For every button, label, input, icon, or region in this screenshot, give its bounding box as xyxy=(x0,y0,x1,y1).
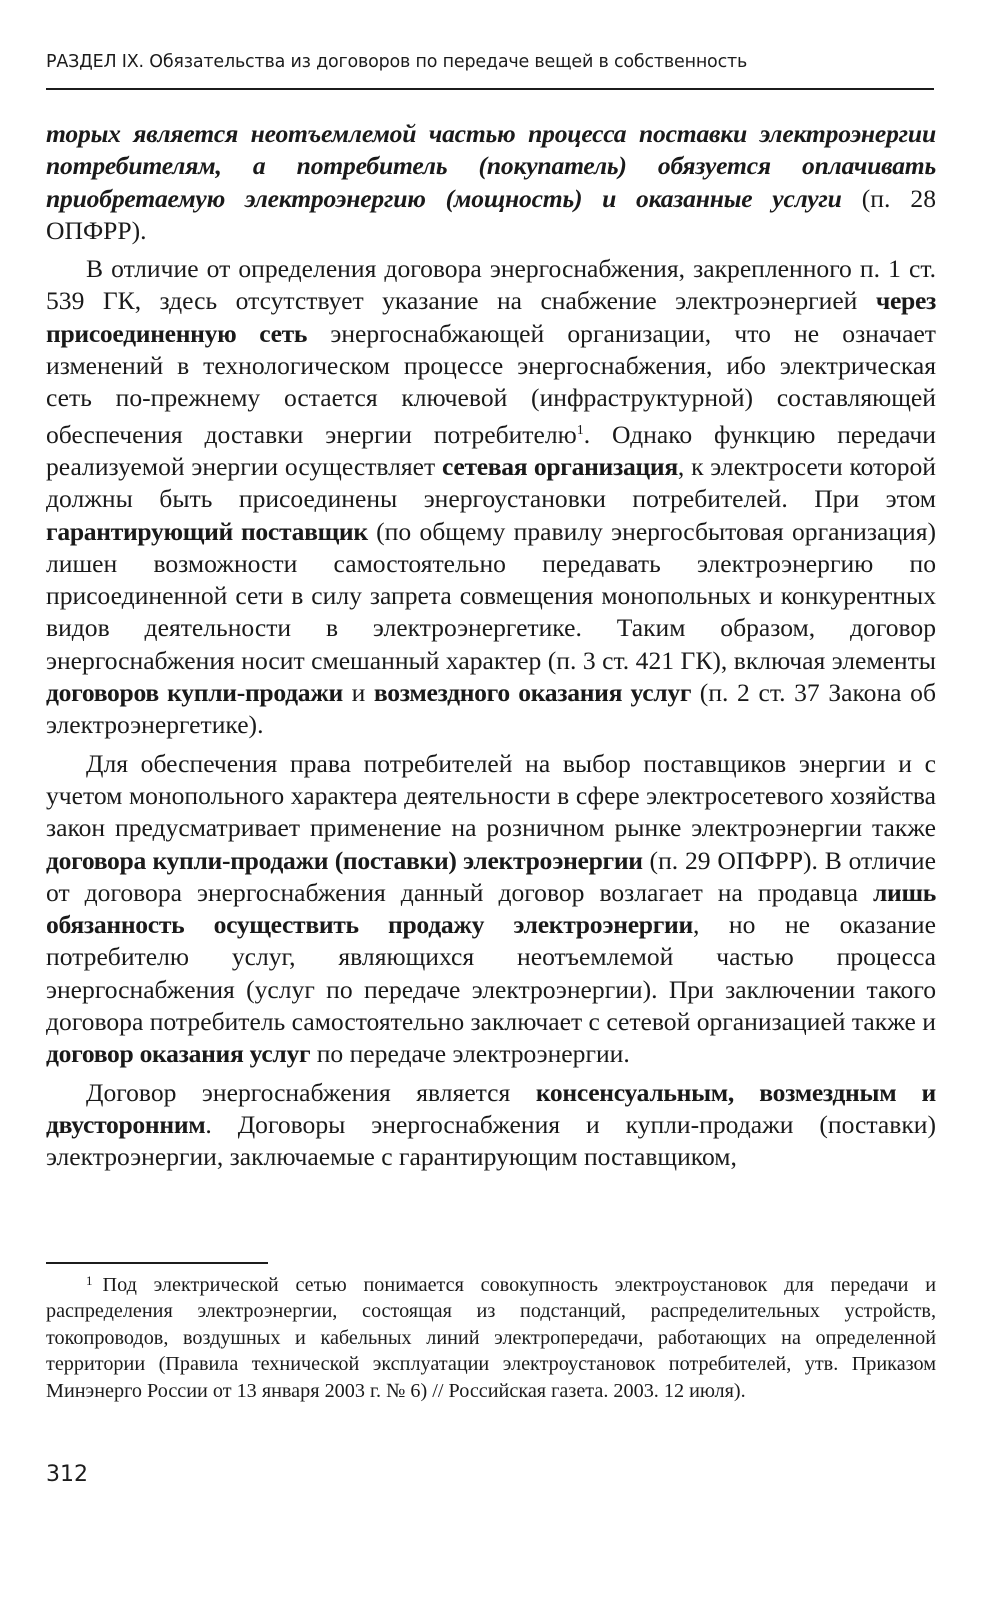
running-head: РАЗДЕЛ IX. Обязательства из договоров по передаче вещей в собственность xyxy=(46,52,748,72)
footnote-marker: 1 xyxy=(86,1273,93,1288)
text-span: (п. 28 ОПФРР). xyxy=(46,183,936,245)
paragraph-3 xyxy=(46,748,936,1071)
footnote-rule xyxy=(46,1262,268,1264)
text-span: (п. 29 ОПФРР). В отличие от договора энергоснабжения данный договор возлагает на продавца xyxy=(46,845,936,907)
paragraph-1 xyxy=(46,118,936,247)
bold-term: консенсуальным, возмездным и двусторонним xyxy=(46,1077,936,1139)
text-span: . Договоры энергоснабжения и купли-продажи (поставки) электроэнергии, заключаемые с гарантирующим поставщиком, xyxy=(46,1109,936,1172)
footnote xyxy=(46,1268,936,1404)
header-rule xyxy=(46,88,934,90)
footnote-reference[interactable]: 1 xyxy=(576,422,584,438)
emphasis-text: торых является неотъемлемой частью процесса поставки электроэнергии потребителям, а потребитель (покупатель) обязуется оплачивать приобретаемую электроэнергию (мощность) и оказанные услуги xyxy=(46,119,936,213)
text-span: Договор энергоснабжения является xyxy=(86,1077,536,1107)
text-span: , но не оказание потребителю услуг, являющихся неотъемлемой частью процесса энергоснабжения (услуг по передаче электроэнергии). При заключении такого договора потребитель самостоятельно заключает с сетевой организацией также и xyxy=(46,910,936,1037)
paragraph-2 xyxy=(46,253,936,741)
paragraph-4 xyxy=(46,1077,936,1174)
text-span: по передаче электроэнергии. xyxy=(310,1039,630,1069)
main-text xyxy=(46,118,936,1180)
text-span: Для обеспечения права потребителей на выбор поставщиков энергии и с учетом монопольного характера деятельности в сфере электросетевого хозяйства закон предусматривает применение на розничном рынке электроэнергии также xyxy=(46,748,936,843)
page-number: 312 xyxy=(46,1462,88,1487)
bold-term: договор оказания услуг xyxy=(46,1039,311,1069)
text-span: В отличие от определения договора энергоснабжения, закрепленного п. 1 ст. 539 ГК, здесь отсутствует указание на снабжение электроэнергией xyxy=(46,254,936,316)
bold-term: через присоединенную сеть xyxy=(46,286,936,348)
bold-term: лишь обязанность осуществить продажу электроэнергии xyxy=(46,877,936,940)
bold-term: гарантирующий поставщик xyxy=(46,516,368,546)
bold-term: сетевая организация xyxy=(442,451,678,481)
text-span: (п. 2 ст. 37 Закона об электроэнергетике). xyxy=(46,678,936,740)
bold-term: договора купли-продажи (поставки) электроэнергии xyxy=(46,845,643,875)
text-span: , к электросети которой должны быть присоединены энергоустановки потребителей. При этом xyxy=(46,451,936,514)
text-span: (по общему правилу энергосбытовая организация) лишен возможности самостоятельно передавать электроэнергию по присоединенной сети в силу запрета совмещения монопольных и конкурентных видов деятельности в электроэнергетике. Таким образом, договор энергоснабжения носит смешанный характер (п. 3 ст. 421 ГК), включая элементы xyxy=(46,516,937,675)
text-span: . Однако функцию передачи реализуемой энергии осуществляет xyxy=(46,419,936,481)
text-span: энергоснабжающей организации, что не означает изменений в технологическом процессе энергоснабжения, ибо электрическая сеть по-прежнему остается ключевой (инфраструктурной) составляющей обеспечения доставки энергии потребителю xyxy=(46,318,936,449)
text-span: и xyxy=(342,678,374,708)
bold-term: возмездного оказания услуг xyxy=(373,678,692,708)
bold-term: договоров купли-продажи xyxy=(46,678,343,708)
footnote-text: Под электрической сетью понимается совокупность электроустановок для передачи и распределения электроэнергии, состоящая из подстанций, распределительных устройств, токопроводов, воздушных и кабельных линий электропередачи, работающих на определенной территории (Правила технической эксплуатации электроустановок потребителей, утв. Приказом Минэнерго России от 13 января 2003 г. № 6) // Российская газета. 2003. 12 июля). xyxy=(46,1274,936,1402)
